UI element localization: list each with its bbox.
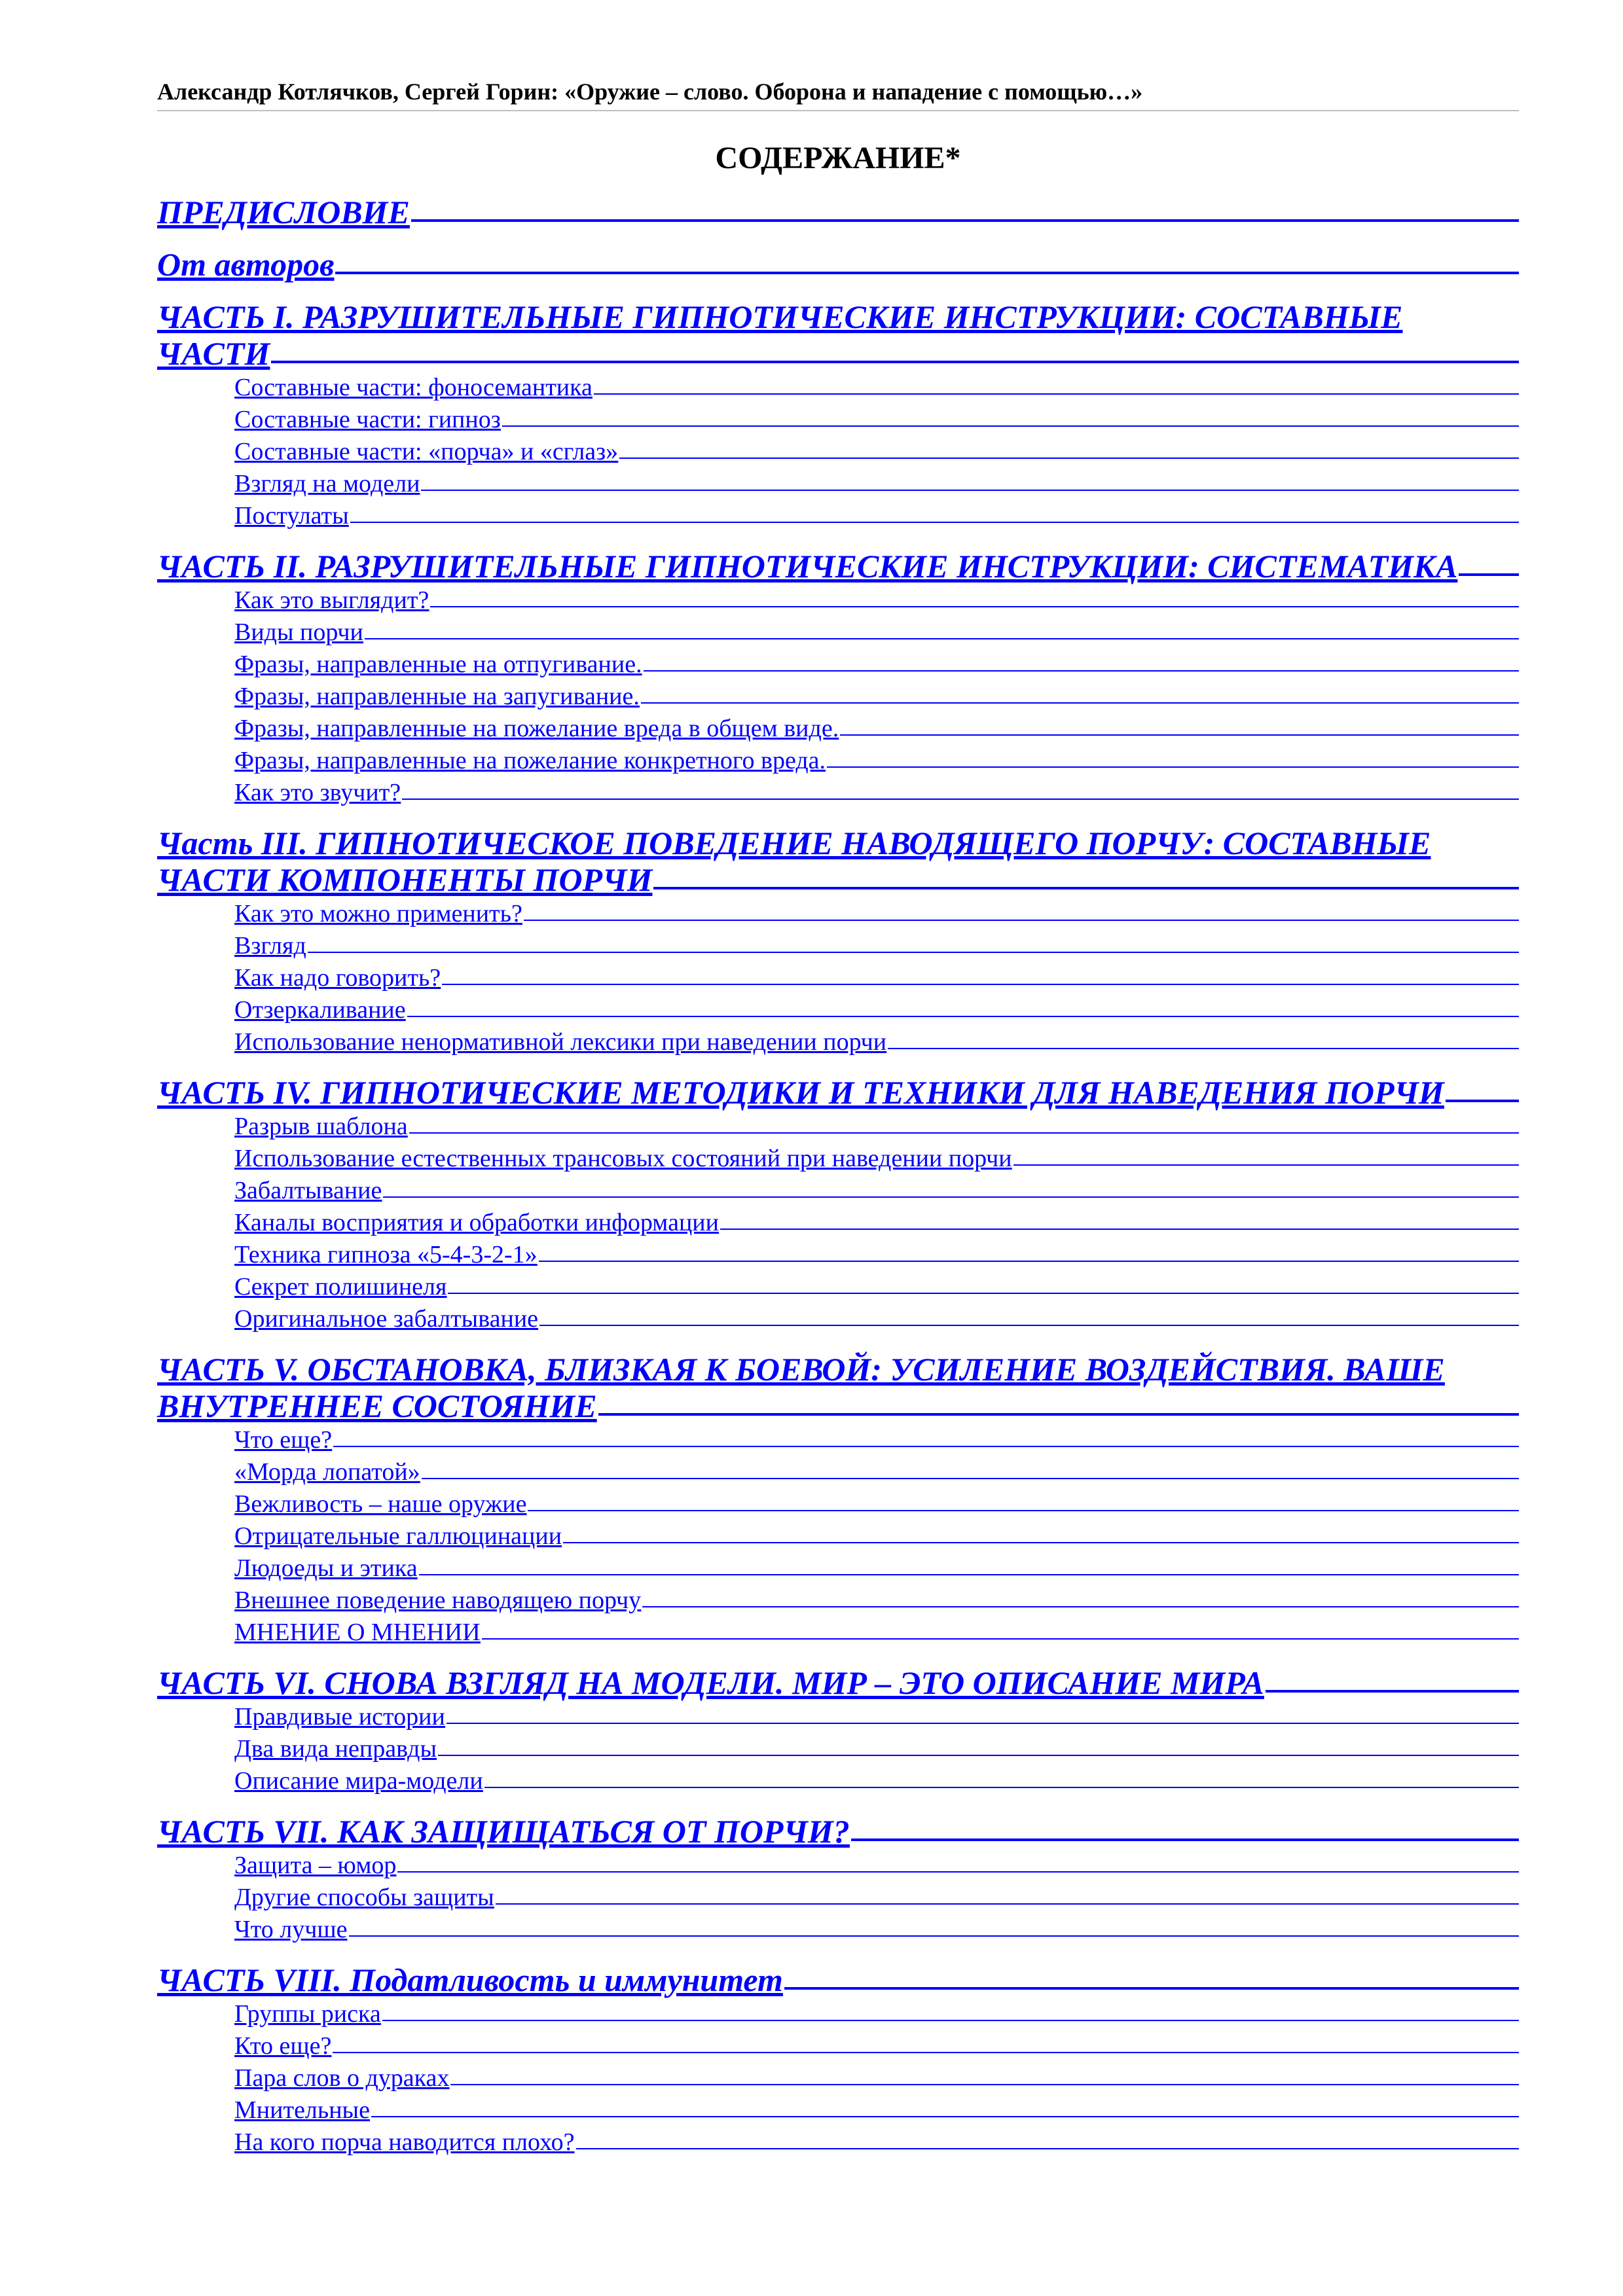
toc-leader-line bbox=[349, 1935, 1519, 1937]
toc-leader-line bbox=[335, 272, 1519, 274]
toc-leader-line bbox=[1459, 573, 1519, 576]
toc-leader-line bbox=[1446, 1100, 1519, 1102]
toc-section-title: Использование ненормативной лексики при наведении порчи bbox=[234, 1028, 887, 1056]
toc-part-link[interactable] bbox=[157, 194, 1519, 230]
toc-section-title: Фразы, направленные на пожелание конкретного вреда. bbox=[234, 747, 826, 774]
toc-part-link[interactable] bbox=[157, 1664, 1519, 1701]
toc-section-link[interactable] bbox=[157, 777, 1519, 809]
toc-section-link[interactable] bbox=[157, 436, 1519, 468]
toc-section-link[interactable] bbox=[157, 1733, 1519, 1765]
toc-section-link[interactable] bbox=[157, 372, 1519, 404]
toc-part-title: ЧАСТИ bbox=[157, 335, 270, 372]
toc-leader-line bbox=[1266, 1690, 1519, 1693]
toc-leader-line bbox=[350, 522, 1519, 523]
toc-leader-line bbox=[594, 393, 1519, 395]
toc-section-title: Составные части: фоносемантика bbox=[234, 374, 593, 401]
toc-section-link[interactable] bbox=[157, 1456, 1519, 1488]
toc-leader-line bbox=[598, 1413, 1519, 1416]
toc-section-title: Составные части: «порча» и «сглаз» bbox=[234, 438, 619, 465]
toc-section-link[interactable] bbox=[157, 500, 1519, 532]
toc-leader-line bbox=[407, 1016, 1519, 1017]
toc-section-title: Отрицательные галлюцинации bbox=[234, 1522, 562, 1550]
toc-section-link[interactable] bbox=[157, 2062, 1519, 2094]
toc-section-link[interactable] bbox=[157, 1271, 1519, 1303]
toc-section-link[interactable] bbox=[157, 1207, 1519, 1239]
toc-section-link[interactable] bbox=[157, 898, 1519, 930]
toc-part-title: ЧАСТЬ IV. ГИПНОТИЧЕСКИЕ МЕТОДИКИ И ТЕХНИКИ ДЛЯ НАВЕДЕНИЯ ПОРЧИ bbox=[157, 1074, 1444, 1111]
toc-section-link[interactable] bbox=[157, 1998, 1519, 2030]
toc-section-link[interactable] bbox=[157, 1850, 1519, 1882]
toc-part-title: ЧАСТЬ I. РАЗРУШИТЕЛЬНЫЕ ГИПНОТИЧЕСКИЕ ИНСТРУКЦИИ: СОСТАВНЫЕ bbox=[157, 298, 1403, 335]
toc-section-link[interactable] bbox=[157, 617, 1519, 649]
toc-leader-line bbox=[442, 984, 1519, 985]
toc-leader-line bbox=[888, 1048, 1519, 1049]
toc-part-link[interactable] bbox=[157, 1962, 1519, 1998]
toc-part-title: ЧАСТЬ II. РАЗРУШИТЕЛЬНЫЕ ГИПНОТИЧЕСКИЕ ИНСТРУКЦИИ: СИСТЕМАТИКА bbox=[157, 548, 1458, 584]
toc-section-link[interactable] bbox=[157, 1585, 1519, 1617]
toc-section-link[interactable] bbox=[157, 1143, 1519, 1175]
toc-section-title: Использование естественных трансовых состояний при наведении порчи bbox=[234, 1145, 1012, 1172]
toc-title: СОДЕРЖАНИЕ* bbox=[715, 141, 961, 175]
toc-section-link[interactable] bbox=[157, 1303, 1519, 1335]
toc-leader-line bbox=[419, 1574, 1519, 1575]
toc-part-link[interactable] bbox=[157, 1074, 1519, 1111]
toc-leader-line bbox=[524, 920, 1519, 921]
toc-leader-line bbox=[576, 2148, 1520, 2149]
toc-section-link[interactable] bbox=[157, 1701, 1519, 1733]
toc-part-title: Часть III. ГИПНОТИЧЕСКОЕ ПОВЕДЕНИЕ НАВОДЯЩЕГО ПОРЧУ: СОСТАВНЫЕ bbox=[157, 825, 1431, 861]
toc-leader-line bbox=[641, 702, 1519, 704]
toc-section-link[interactable] bbox=[157, 930, 1519, 962]
toc-section-link[interactable] bbox=[157, 994, 1519, 1026]
toc-section-title: Отзеркаливание bbox=[234, 996, 406, 1024]
toc-section-title: Забалтывание bbox=[234, 1177, 382, 1204]
toc-section-title: Виды порчи bbox=[234, 619, 363, 646]
toc-leader-line bbox=[333, 2052, 1519, 2053]
toc-part-title: ЧАСТИ КОМПОНЕНТЫ ПОРЧИ bbox=[157, 861, 653, 898]
toc-leader-line bbox=[840, 734, 1519, 736]
toc-section-title: Людоеды и этика bbox=[234, 1554, 418, 1582]
toc-section-title: Взгляд на модели bbox=[234, 470, 420, 497]
toc-section-link[interactable] bbox=[157, 649, 1519, 681]
toc-section-link[interactable] bbox=[157, 1424, 1519, 1456]
table-of-contents bbox=[157, 194, 1519, 2159]
toc-part-link[interactable] bbox=[157, 1351, 1519, 1424]
toc-section-title: Мнительные bbox=[234, 2096, 370, 2124]
toc-leader-line bbox=[619, 457, 1519, 459]
toc-section-link[interactable] bbox=[157, 2094, 1519, 2126]
toc-section-title: Как это звучит? bbox=[234, 779, 401, 806]
toc-section-title: Описание мира-модели bbox=[234, 1767, 483, 1795]
toc-leader-line bbox=[450, 2084, 1519, 2085]
toc-leader-line bbox=[333, 1446, 1519, 1447]
toc-part-title: ЧАСТЬ VI. СНОВА ВЗГЛЯД НА МОДЕЛИ. МИР – ЭТО ОПИСАНИЕ МИРА bbox=[157, 1664, 1264, 1701]
toc-section-title: Как надо говорить? bbox=[234, 964, 441, 992]
toc-part-title: От авторов bbox=[157, 246, 335, 283]
toc-section-title: Постулаты bbox=[234, 502, 349, 529]
toc-leader-line bbox=[644, 670, 1519, 672]
toc-leader-line bbox=[422, 1478, 1519, 1479]
toc-section-title: На кого порча наводится плохо? bbox=[234, 2128, 575, 2156]
toc-section-title: Защита – юмор bbox=[234, 1852, 397, 1879]
toc-section-title: Составные части: гипноз bbox=[234, 406, 501, 433]
toc-leader-line bbox=[539, 1261, 1519, 1262]
toc-section-link[interactable] bbox=[157, 404, 1519, 436]
toc-section-title: Кто еще? bbox=[234, 2032, 332, 2060]
toc-part-title: ПРЕДИСЛОВИЕ bbox=[157, 194, 410, 230]
toc-leader-line bbox=[271, 361, 1519, 363]
toc-section-link[interactable] bbox=[157, 1111, 1519, 1143]
toc-section-title: Фразы, направленные на запугивание. bbox=[234, 683, 640, 710]
toc-leader-line bbox=[447, 1723, 1519, 1724]
toc-section-title: Фразы, направленные на отпугивание. bbox=[234, 651, 642, 678]
toc-section-link[interactable] bbox=[157, 2030, 1519, 2062]
toc-leader-line bbox=[720, 1229, 1519, 1230]
toc-leader-line bbox=[642, 1606, 1519, 1607]
toc-section-title: Каналы восприятия и обработки информации bbox=[234, 1209, 719, 1236]
toc-leader-line bbox=[502, 425, 1519, 427]
toc-leader-line bbox=[1013, 1164, 1519, 1166]
toc-leader-line bbox=[421, 490, 1519, 491]
toc-part-title: ЧАСТЬ V. ОБСТАНОВКА, БЛИЗКАЯ К БОЕВОЙ: УСИЛЕНИЕ ВОЗДЕЙСТВИЯ. ВАШЕ bbox=[157, 1351, 1445, 1388]
toc-section-title: Вежливость – наше оружие bbox=[234, 1490, 527, 1518]
toc-part-link[interactable] bbox=[157, 825, 1519, 898]
toc-section-link[interactable] bbox=[157, 745, 1519, 777]
toc-section-title: Взгляд bbox=[234, 932, 306, 960]
toc-part-title: ЧАСТЬ VII. КАК ЗАЩИЩАТЬСЯ ОТ ПОРЧИ? bbox=[157, 1813, 850, 1850]
toc-section-title: Внешнее поведение наводящею порчу bbox=[234, 1587, 642, 1614]
toc-leader-line bbox=[371, 2116, 1519, 2117]
toc-leader-line bbox=[482, 1638, 1519, 1640]
toc-section-link[interactable] bbox=[157, 1488, 1519, 1520]
toc-leader-line bbox=[784, 1987, 1519, 1990]
toc-part-link[interactable] bbox=[157, 548, 1519, 584]
toc-leader-line bbox=[365, 638, 1519, 639]
toc-part-link[interactable] bbox=[157, 298, 1519, 372]
toc-leader-line bbox=[496, 1903, 1519, 1905]
toc-part-link[interactable] bbox=[157, 246, 1519, 283]
toc-leader-line bbox=[528, 1510, 1519, 1511]
toc-leader-line bbox=[539, 1325, 1519, 1326]
toc-section-link[interactable] bbox=[157, 713, 1519, 745]
toc-section-title: Разрыв шаблона bbox=[234, 1113, 408, 1140]
toc-section-link[interactable] bbox=[157, 1765, 1519, 1797]
toc-section-title: Что лучше bbox=[234, 1916, 348, 1943]
toc-leader-line bbox=[438, 1755, 1519, 1756]
toc-section-title: Два вида неправды bbox=[234, 1735, 437, 1763]
toc-leader-line bbox=[484, 1787, 1519, 1788]
toc-section-link[interactable] bbox=[157, 962, 1519, 994]
toc-section-link[interactable] bbox=[157, 681, 1519, 713]
toc-leader-line bbox=[563, 1542, 1519, 1543]
toc-section-link[interactable] bbox=[157, 468, 1519, 500]
toc-section-link[interactable] bbox=[157, 2126, 1519, 2159]
toc-leader-line bbox=[383, 1196, 1519, 1198]
toc-section-title: Как это можно применить? bbox=[234, 900, 522, 927]
toc-section-title: Группы риска bbox=[234, 2000, 381, 2028]
toc-section-link[interactable] bbox=[157, 1026, 1519, 1058]
toc-section-link[interactable] bbox=[157, 1617, 1519, 1649]
toc-section-link[interactable] bbox=[157, 1882, 1519, 1914]
toc-leader-line bbox=[402, 798, 1519, 800]
toc-leader-line bbox=[308, 952, 1519, 953]
toc-section-title: Фразы, направленные на пожелание вреда в общем виде. bbox=[234, 715, 839, 742]
toc-part-link[interactable] bbox=[157, 1813, 1519, 1850]
toc-leader-line bbox=[382, 2020, 1519, 2021]
toc-leader-line bbox=[448, 1293, 1519, 1294]
toc-leader-line bbox=[409, 1132, 1519, 1134]
toc-section-link[interactable] bbox=[157, 1239, 1519, 1271]
toc-section-link[interactable] bbox=[157, 1175, 1519, 1207]
toc-leader-line bbox=[430, 606, 1519, 607]
toc-section-title: «Морда лопатой» bbox=[234, 1458, 420, 1486]
toc-part-title: ЧАСТЬ VIII. Податливость и иммунитет bbox=[157, 1962, 783, 1998]
running-header: Александр Котлячков, Сергей Горин: «Оружие – слово. Оборона и нападение с помощью…» bbox=[157, 77, 1519, 111]
toc-section-title: Как это выглядит? bbox=[234, 586, 429, 614]
toc-leader-line bbox=[827, 766, 1519, 768]
toc-section-title: Оригинальное забалтывание bbox=[234, 1305, 539, 1333]
toc-part-title: ВНУТРЕННЕЕ СОСТОЯНИЕ bbox=[157, 1388, 597, 1424]
toc-section-title: Секрет полишинеля bbox=[234, 1273, 447, 1300]
toc-section-title: МНЕНИЕ О МНЕНИИ bbox=[234, 1619, 481, 1646]
toc-section-title: Техника гипноза «5-4-3-2-1» bbox=[234, 1241, 538, 1268]
toc-section-link[interactable] bbox=[157, 1520, 1519, 1552]
toc-section-title: Правдивые истории bbox=[234, 1703, 445, 1731]
toc-section-title: Что еще? bbox=[234, 1426, 333, 1454]
toc-leader-line bbox=[851, 1839, 1519, 1841]
toc-leader-line bbox=[411, 219, 1519, 222]
toc-section-title: Другие способы защиты bbox=[234, 1884, 494, 1911]
toc-section-title: Пара слов о дураках bbox=[234, 2064, 450, 2092]
toc-section-link[interactable] bbox=[157, 1914, 1519, 1946]
toc-leader-line bbox=[653, 887, 1519, 889]
toc-section-link[interactable] bbox=[157, 584, 1519, 617]
toc-section-link[interactable] bbox=[157, 1552, 1519, 1585]
toc-leader-line bbox=[397, 1871, 1519, 1873]
